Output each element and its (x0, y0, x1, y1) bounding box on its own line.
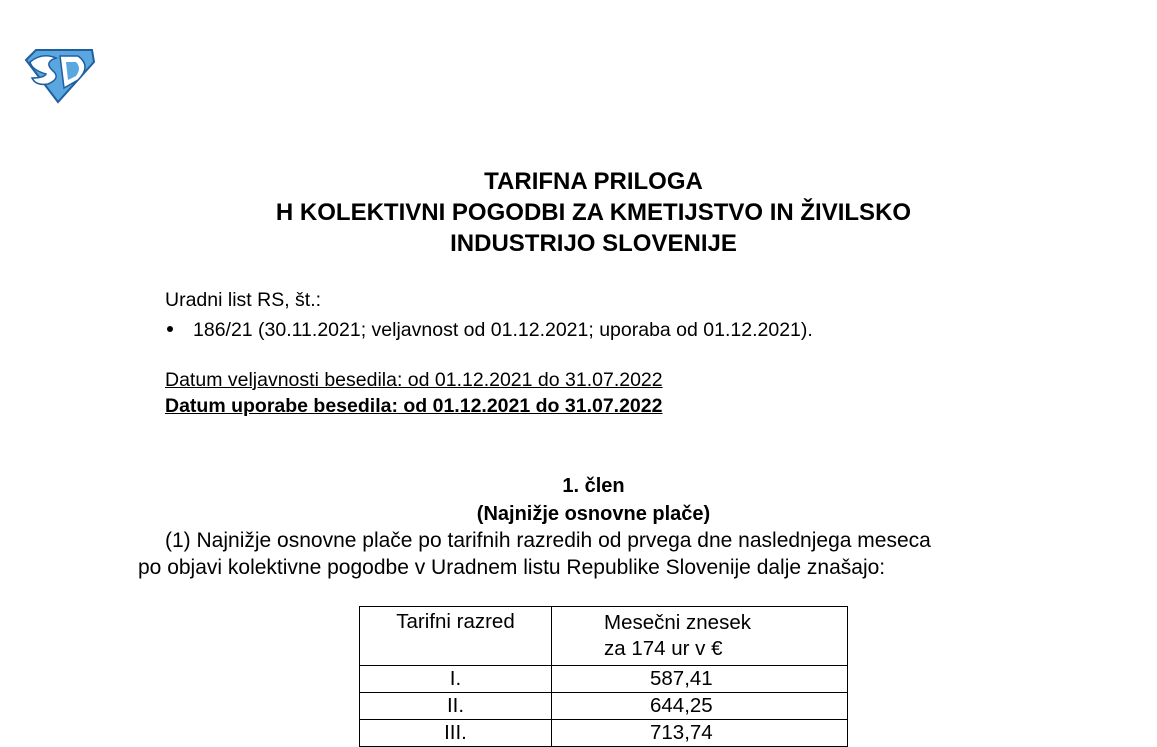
paragraph-line-2: po objavi kolektivne pogodbe v Uradnem listu Republike Slovenije dalje znašajo: (138, 556, 886, 579)
paragraph-line-1: (1) Najnižje osnovne plače po tarifnih razredih od prvega dne naslednjega meseca (165, 529, 931, 552)
table-header-row (360, 607, 848, 666)
header-amount-line-2: za 174 ur v € (604, 637, 723, 660)
header-monthly-amount (552, 607, 848, 666)
amount-cell: 713,74 (552, 720, 848, 747)
title-line-2: H KOLEKTIVNI POGODBI ZA KMETIJSTVO IN ŽIVILSKO (275, 199, 912, 226)
gazette-list-item (165, 319, 813, 342)
title-line-3: INDUSTRIJO SLOVENIJE (450, 230, 737, 257)
application-date: Datum uporabe besedila: od 01.12.2021 do 31.07.2022 (165, 395, 663, 417)
grade-cell: III. (360, 720, 552, 747)
amount-cell: 587,41 (552, 666, 848, 693)
header-tariff-class: Tarifni razred (360, 607, 552, 666)
tariff-table (359, 606, 848, 747)
grade-cell: II. (360, 693, 552, 720)
table-row (360, 720, 848, 747)
gazette-item-text: 186/21 (30.11.2021; veljavnost od 01.12.2021; uporaba od 01.12.2021). (193, 319, 813, 341)
company-logo (22, 48, 96, 104)
document-title (0, 166, 1157, 259)
gazette-label: Uradni list RS, št.: (165, 289, 322, 311)
article-number: 1. člen (562, 475, 625, 497)
header-amount-line-1: Mesečni znesek (604, 611, 751, 634)
table-row (360, 666, 848, 693)
grade-cell: I. (360, 666, 552, 693)
table-row (360, 693, 848, 720)
validity-date: Datum veljavnosti besedila: od 01.12.2021 do 31.07.2022 (165, 369, 663, 391)
title-line-1: TARIFNA PRILOGA (484, 168, 703, 195)
amount-cell: 644,25 (552, 693, 848, 720)
article-title: (Najnižje osnovne plače) (476, 503, 711, 525)
bullet-icon (167, 326, 173, 332)
